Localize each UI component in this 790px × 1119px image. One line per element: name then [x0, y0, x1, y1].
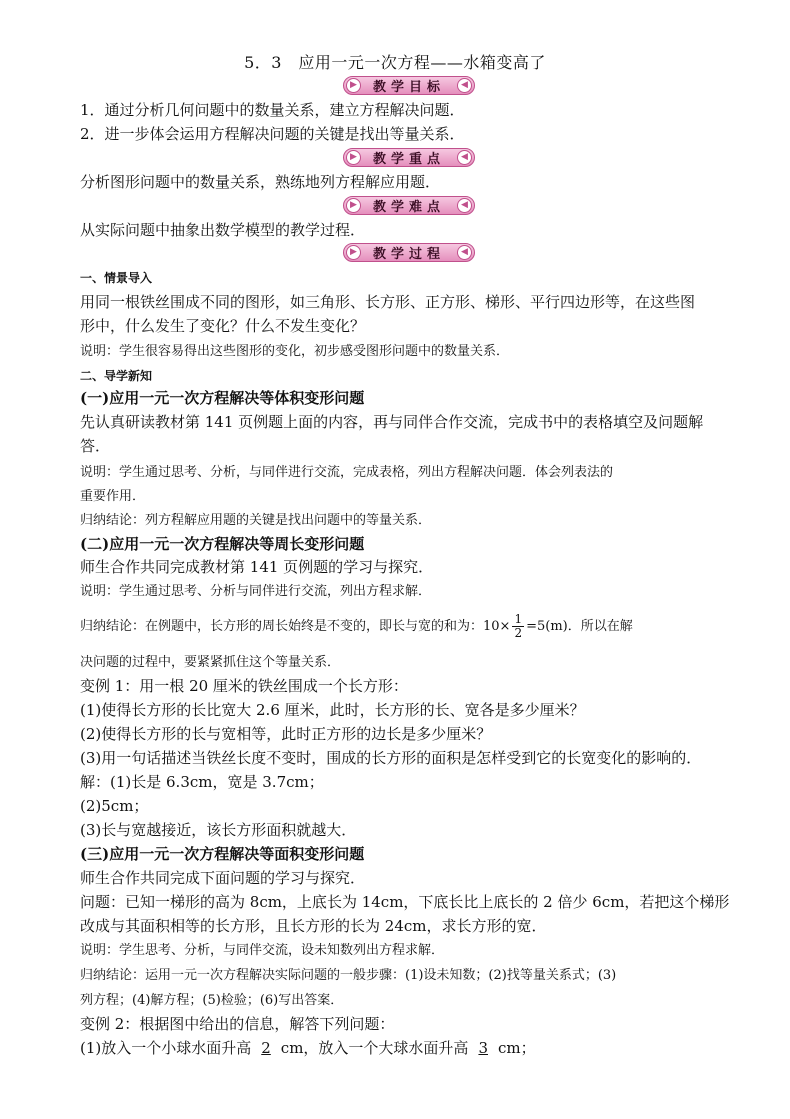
fraction-numerator: 1 [514, 612, 523, 626]
variant-1-title: 变例 1：用一根 20 厘米的铁丝围成一个长方形： [80, 677, 408, 695]
subsection-heading: (一)应用一元一次方程解决等体积变形问题 [80, 389, 365, 407]
problem-line: 问题：已知一梯形的高为 8cm，上底长为 14cm，下底长比上底长的 2 倍少 6cm，若把这个梯形 [80, 893, 730, 911]
fill-blank-question [80, 1038, 750, 1058]
question-part: cm； [497, 1039, 536, 1057]
problem-line: 改成与其面积相等的长方形，且长方形的长为 24cm，求长方形的宽． [80, 917, 547, 935]
objective-2: 2．进一步体会运用方程解决问题的关键是找出等量关系． [80, 125, 465, 143]
answer-line: (2)5cm； [80, 797, 149, 815]
banner-key-points [343, 148, 475, 167]
page-title: 5．3 应用一元一次方程——水箱变高了 [244, 53, 546, 72]
paragraph-line: 先认真研读教材第 141 页例题上面的内容，再与同伴合作交流，完成书中的表格填空及问题解 [80, 413, 704, 431]
note: 重要作用． [80, 489, 146, 504]
note: 说明：学生通过思考、分析与同伴进行交流，列出方程求解． [80, 584, 432, 599]
note: 说明：学生思考、分析，与同伴交流，设未知数列出方程求解． [80, 943, 445, 958]
paragraph-line: 师生合作共同完成下面问题的学习与探究． [80, 869, 366, 887]
paragraph-line: 师生合作共同完成教材第 141 页例题的学习与探究． [80, 558, 434, 576]
summary-part: 归纳结论：在例题中，长方形的周长始终是不变的，即长与宽的和为：10× [80, 619, 511, 634]
summary: 决问题的过程中，要紧紧抓住这个等量关系． [80, 655, 341, 670]
note: 说明：学生通过思考、分析，与同伴进行交流，完成表格，列出方程解决问题．体会列表法的 [80, 465, 614, 480]
arrow-right-icon: ▶ [346, 78, 361, 93]
paragraph-line: 用同一根铁丝围成不同的图形，如三角形、长方形、正方形、梯形、平行四边形等，在这些图 [80, 293, 696, 311]
arrow-right-icon: ▶ [346, 245, 361, 260]
answer-line: 解：(1)长是 6.3cm，宽是 3.7cm； [80, 773, 324, 791]
subsection-heading: (三)应用一元一次方程解决等面积变形问题 [80, 845, 365, 863]
summary-with-fraction [80, 613, 750, 640]
answer-blank-small-ball: 2 [261, 1039, 271, 1057]
difficulty-text: 从实际问题中抽象出数学模型的教学过程． [80, 221, 366, 239]
banner-objectives [343, 76, 475, 95]
question-part: cm，放入一个大球水面升高 [280, 1039, 469, 1057]
fraction-one-half [512, 613, 524, 640]
summary: 归纳结论：列方程解应用题的关键是找出问题中的等量关系． [80, 513, 432, 528]
answer-blank-large-ball: 3 [478, 1039, 488, 1057]
banner-label: 教学重点 [372, 152, 445, 167]
section-2-heading: 二、导学新知 [80, 369, 153, 383]
question-line: (3)用一句话描述当铁丝长度不变时，围成的长方形的面积是怎样受到它的长宽变化的影响的． [80, 749, 702, 767]
arrow-left-icon: ◀ [457, 245, 472, 260]
banner-process [343, 243, 475, 262]
key-point-text: 分析图形问题中的数量关系，熟练地列方程解应用题． [80, 173, 441, 191]
arrow-left-icon: ◀ [457, 198, 472, 213]
note: 说明：学生很容易得出这些图形的变化，初步感受图形问题中的数量关系． [80, 344, 510, 359]
summary: 列方程；(4)解方程；(5)检验；(6)写出答案． [80, 993, 344, 1008]
question-part: (1)放入一个小球水面升高 [80, 1039, 252, 1057]
fraction-denominator: 2 [514, 626, 523, 640]
paragraph-line: 答． [80, 437, 111, 455]
arrow-left-icon: ◀ [457, 78, 472, 93]
objective-1: 1．通过分析几何问题中的数量关系，建立方程解决问题． [80, 101, 465, 119]
question-line: (2)使得长方形的长与宽相等，此时正方形的边长是多少厘米？ [80, 725, 492, 743]
banner-difficulties [343, 196, 475, 215]
subsection-heading: (二)应用一元一次方程解决等周长变形问题 [80, 535, 365, 553]
banner-label: 教学难点 [372, 200, 445, 215]
question-line: (1)使得长方形的长比宽大 2.6 厘米，此时，长方形的长、宽各是多少厘米？ [80, 701, 585, 719]
variant-2-title: 变例 2：根据图中给出的信息，解答下列问题： [80, 1015, 395, 1033]
paragraph-line: 形中，什么发生了变化？什么不发生变化？ [80, 317, 366, 335]
arrow-right-icon: ▶ [346, 198, 361, 213]
answer-line: (3)长与宽越接近，该长方形面积就越大． [80, 821, 357, 839]
banner-label: 教学过程 [372, 247, 445, 262]
summary: 归纳结论：运用一元一次方程解决实际问题的一般步骤：(1)设未知数；(2)找等量关系式；(3) [80, 968, 617, 983]
banner-label: 教学目标 [372, 80, 445, 95]
arrow-left-icon: ◀ [457, 150, 472, 165]
arrow-right-icon: ▶ [346, 150, 361, 165]
section-1-heading: 一、情景导入 [80, 271, 153, 285]
summary-part: =5(m)．所以在解 [526, 619, 633, 634]
